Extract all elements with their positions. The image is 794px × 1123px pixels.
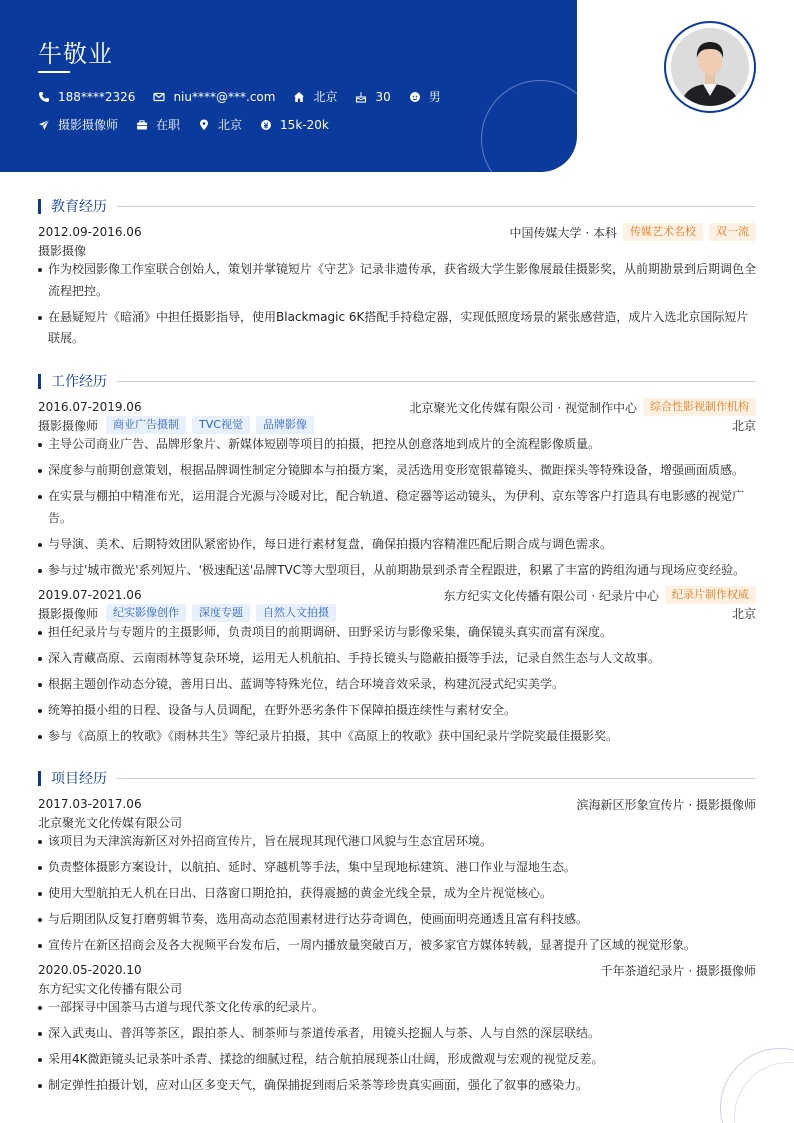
- section-divider: [117, 206, 756, 207]
- project-title: 千年茶道纪录片 · 摄影摄像师: [600, 963, 756, 978]
- work-period: 2016.07-2019.06: [38, 400, 142, 414]
- contact-row: [38, 88, 459, 105]
- project-period: 2020.05-2020.10: [38, 963, 142, 977]
- target-city-item: [198, 116, 242, 133]
- list-item: 采用4K微距镜头记录茶叶杀青、揉捻的细腻过程，结合航拍展现茶山壮阔，形成微观与宏观的视觉反差。: [38, 1049, 756, 1071]
- work-bullets: [38, 434, 756, 586]
- project-company: 北京聚光文化传媒有限公司: [38, 815, 183, 830]
- list-item: 该项目为天津滨海新区对外招商宣传片，旨在展现其现代港口风貌与生态宜居环境。: [38, 831, 756, 853]
- list-item: 宣传片在新区招商会及各大视频平台发布后，一周内播放量突破百万，被多家官方媒体转载，显著提升了区域的视觉形象。: [38, 935, 756, 957]
- list-item: 与后期团队反复打磨剪辑节奏，选用高动态范围素材进行达芬奇调色，使画面明亮通透且富有科技感。: [38, 909, 756, 931]
- list-item: 根据主题创作动态分镜，善用日出、蓝调等特殊光位，结合环境音效采录，构建沉浸式纪实美学。: [38, 674, 756, 696]
- cake-icon: [355, 91, 367, 103]
- section-title-education: 教育经历: [51, 199, 107, 215]
- avatar: [671, 28, 749, 106]
- avatar-frame: [664, 21, 756, 113]
- project-bullets: [38, 997, 756, 1101]
- project-company-row: [38, 813, 756, 831]
- work-role-row: [38, 416, 756, 434]
- list-item: 作为校园影像工作室联合创始人，策划并掌镜短片《守艺》记录非遗传承，获省级大学生影像展最佳摄影奖，从前期勘景到后期调色全流程把控。: [38, 259, 756, 302]
- section-project: [38, 768, 756, 788]
- project-period: 2017.03-2017.06: [38, 797, 142, 811]
- section-work: [38, 371, 756, 391]
- status-value: 在职: [156, 118, 181, 132]
- work-role-group: [38, 604, 334, 622]
- home-icon: [293, 91, 305, 103]
- work-role-tag: 纪实影像创作: [106, 604, 186, 622]
- section-title-work: 工作经历: [51, 374, 107, 390]
- work-header: [38, 398, 756, 416]
- work-bullets: [38, 622, 756, 752]
- job-value: 摄影摄像师: [58, 118, 119, 132]
- education-tag: 传媒艺术名校: [623, 223, 703, 241]
- section-divider: [117, 778, 756, 779]
- salary-item: [260, 118, 329, 132]
- list-item: 深度参与前期创意策划，根据品牌调性制定分镜脚本与拍摄方案，灵活选用变形宽银幕镜头、微距探头等特殊设备，增强画面质感。: [38, 460, 756, 482]
- gender-icon: [409, 91, 421, 103]
- work-role: 摄影摄像师: [38, 606, 99, 621]
- work-company-tag: 纪录片制作权威: [665, 586, 756, 604]
- list-item: 一部探寻中国茶马古道与现代茶文化传承的纪录片。: [38, 997, 756, 1019]
- briefcase-icon: [136, 119, 148, 131]
- work-company-group: [410, 398, 756, 416]
- section-title-project: 项目经历: [51, 771, 107, 787]
- city-value: 北京: [313, 90, 338, 104]
- work-location: 北京: [731, 606, 756, 621]
- list-item: 制定弹性拍摄计划，应对山区多变天气，确保捕捉到雨后采茶等珍贵真实画面，强化了叙事的感染力。: [38, 1075, 756, 1097]
- header-banner: [0, 0, 577, 172]
- work-role-tag: TVC视觉: [192, 416, 250, 434]
- work-role-tag: 品牌影像: [256, 416, 314, 434]
- phone-item: [38, 90, 135, 104]
- section-bar: [38, 199, 41, 214]
- gender-value: 男: [428, 90, 441, 104]
- education-school-group: [510, 223, 756, 241]
- job-intention-row: [38, 116, 347, 133]
- education-bullets: [38, 259, 756, 354]
- candidate-name: 牛敬业: [38, 40, 113, 68]
- money-icon: [260, 119, 272, 131]
- salary-value: 15k-20k: [280, 117, 329, 132]
- city-item: [293, 88, 337, 105]
- work-role-tag: 商业广告摄制: [106, 416, 186, 434]
- list-item: 与导演、美术、后期特效团队紧密协作，每日进行素材复盘，确保拍摄内容精准匹配后期合成与调色需求。: [38, 534, 756, 556]
- education-major: 摄影摄像: [38, 243, 87, 258]
- work-location: 北京: [731, 418, 756, 433]
- list-item: 主导公司商业广告、品牌形象片、新媒体短剧等项目的拍摄，把控从创意落地到成片的全流程影像质量。: [38, 434, 756, 456]
- work-role: 摄影摄像师: [38, 418, 99, 433]
- work-period: 2019.07-2021.06: [38, 588, 142, 602]
- gender-item: [409, 88, 441, 105]
- project-header: [38, 795, 756, 813]
- email-value: niu****@***.com: [173, 89, 276, 104]
- phone-icon: [38, 91, 50, 103]
- work-role-group: [38, 416, 312, 434]
- section-bar: [38, 771, 41, 786]
- list-item: 使用大型航拍无人机在日出、日落窗口期抢拍，获得震撼的黄金光线全景，成为全片视觉核心。: [38, 883, 756, 905]
- project-company: 东方纪实文化传播有限公司: [38, 981, 183, 996]
- target-city-value: 北京: [218, 118, 243, 132]
- list-item: 担任纪录片与专题片的主摄影师，负责项目的前期调研、田野采访与影像采集，确保镜头真实而富有深度。: [38, 622, 756, 644]
- education-period: 2012.09-2016.06: [38, 225, 142, 239]
- list-item: 在悬疑短片《暗涌》中担任摄影指导，使用Blackmagic 6K搭配手持稳定器，实现低照度场景的紧张感营造，成片入选北京国际短片联展。: [38, 307, 756, 350]
- education-header: [38, 223, 756, 241]
- list-item: 深入青藏高原、云南雨林等复杂环境，运用无人机航拍、手持长镜头与隐蔽拍摄等手法，记录自然生态与人文故事。: [38, 648, 756, 670]
- job-item: [38, 116, 118, 133]
- section-divider: [117, 381, 756, 382]
- education-tag: 双一流: [709, 223, 756, 241]
- age-item: [355, 90, 390, 104]
- email-item: [153, 90, 275, 104]
- list-item: 参与《高原上的牧歌》《雨林共生》等纪录片拍摄，其中《高原上的牧歌》获中国纪录片学院奖最佳摄影奖。: [38, 726, 756, 748]
- work-role-row: [38, 604, 756, 622]
- education-major-row: [38, 241, 756, 259]
- list-item: 深入武夷山、普洱等茶区，跟拍茶人、制茶师与茶道传承者，用镜头挖掘人与茶、人与自然的深层联结。: [38, 1023, 756, 1045]
- work-company: 东方纪实文化传播有限公司 · 纪录片中心: [443, 588, 659, 603]
- education-school: 中国传媒大学 · 本科: [509, 225, 617, 240]
- location-pin-icon: [198, 119, 210, 131]
- mail-icon: [153, 91, 165, 103]
- project-header: [38, 961, 756, 979]
- section-bar: [38, 374, 41, 389]
- list-item: 参与过'城市微光'系列短片、'极速配送'品牌TVC等大型项目，从前期勘景到杀青全程跟进，积累了丰富的跨组沟通与现场应变经验。: [38, 560, 756, 582]
- project-title: 滨海新区形象宣传片 · 摄影摄像师: [576, 797, 756, 812]
- status-item: [136, 116, 180, 133]
- project-bullets: [38, 831, 756, 961]
- work-role-tag: 深度专题: [192, 604, 250, 622]
- send-icon: [38, 119, 50, 131]
- work-company: 北京聚光文化传媒有限公司 · 视觉制作中心: [409, 400, 637, 415]
- list-item: 统筹拍摄小组的日程、设备与人员调配，在野外恶劣条件下保障拍摄连续性与素材安全。: [38, 700, 756, 722]
- section-education: [38, 196, 756, 216]
- decorative-circle: [481, 80, 577, 172]
- age-value: 30: [375, 89, 391, 104]
- work-header: [38, 586, 756, 604]
- list-item: 在实景与棚拍中精准布光，运用混合光源与冷暖对比，配合轨道、稳定器等运动镜头，为伊利、京东等客户打造具有电影感的视觉广告。: [38, 486, 756, 529]
- phone-value: 188****2326: [58, 89, 136, 104]
- list-item: 负责整体摄影方案设计，以航拍、延时、穿越机等手法，集中呈现地标建筑、港口作业与湿地生态。: [38, 857, 756, 879]
- work-role-tag: 自然人文拍摄: [256, 604, 336, 622]
- project-company-row: [38, 979, 756, 997]
- work-company-group: [444, 586, 756, 604]
- work-company-tag: 综合性影视制作机构: [643, 398, 756, 416]
- name-underline: [38, 71, 70, 73]
